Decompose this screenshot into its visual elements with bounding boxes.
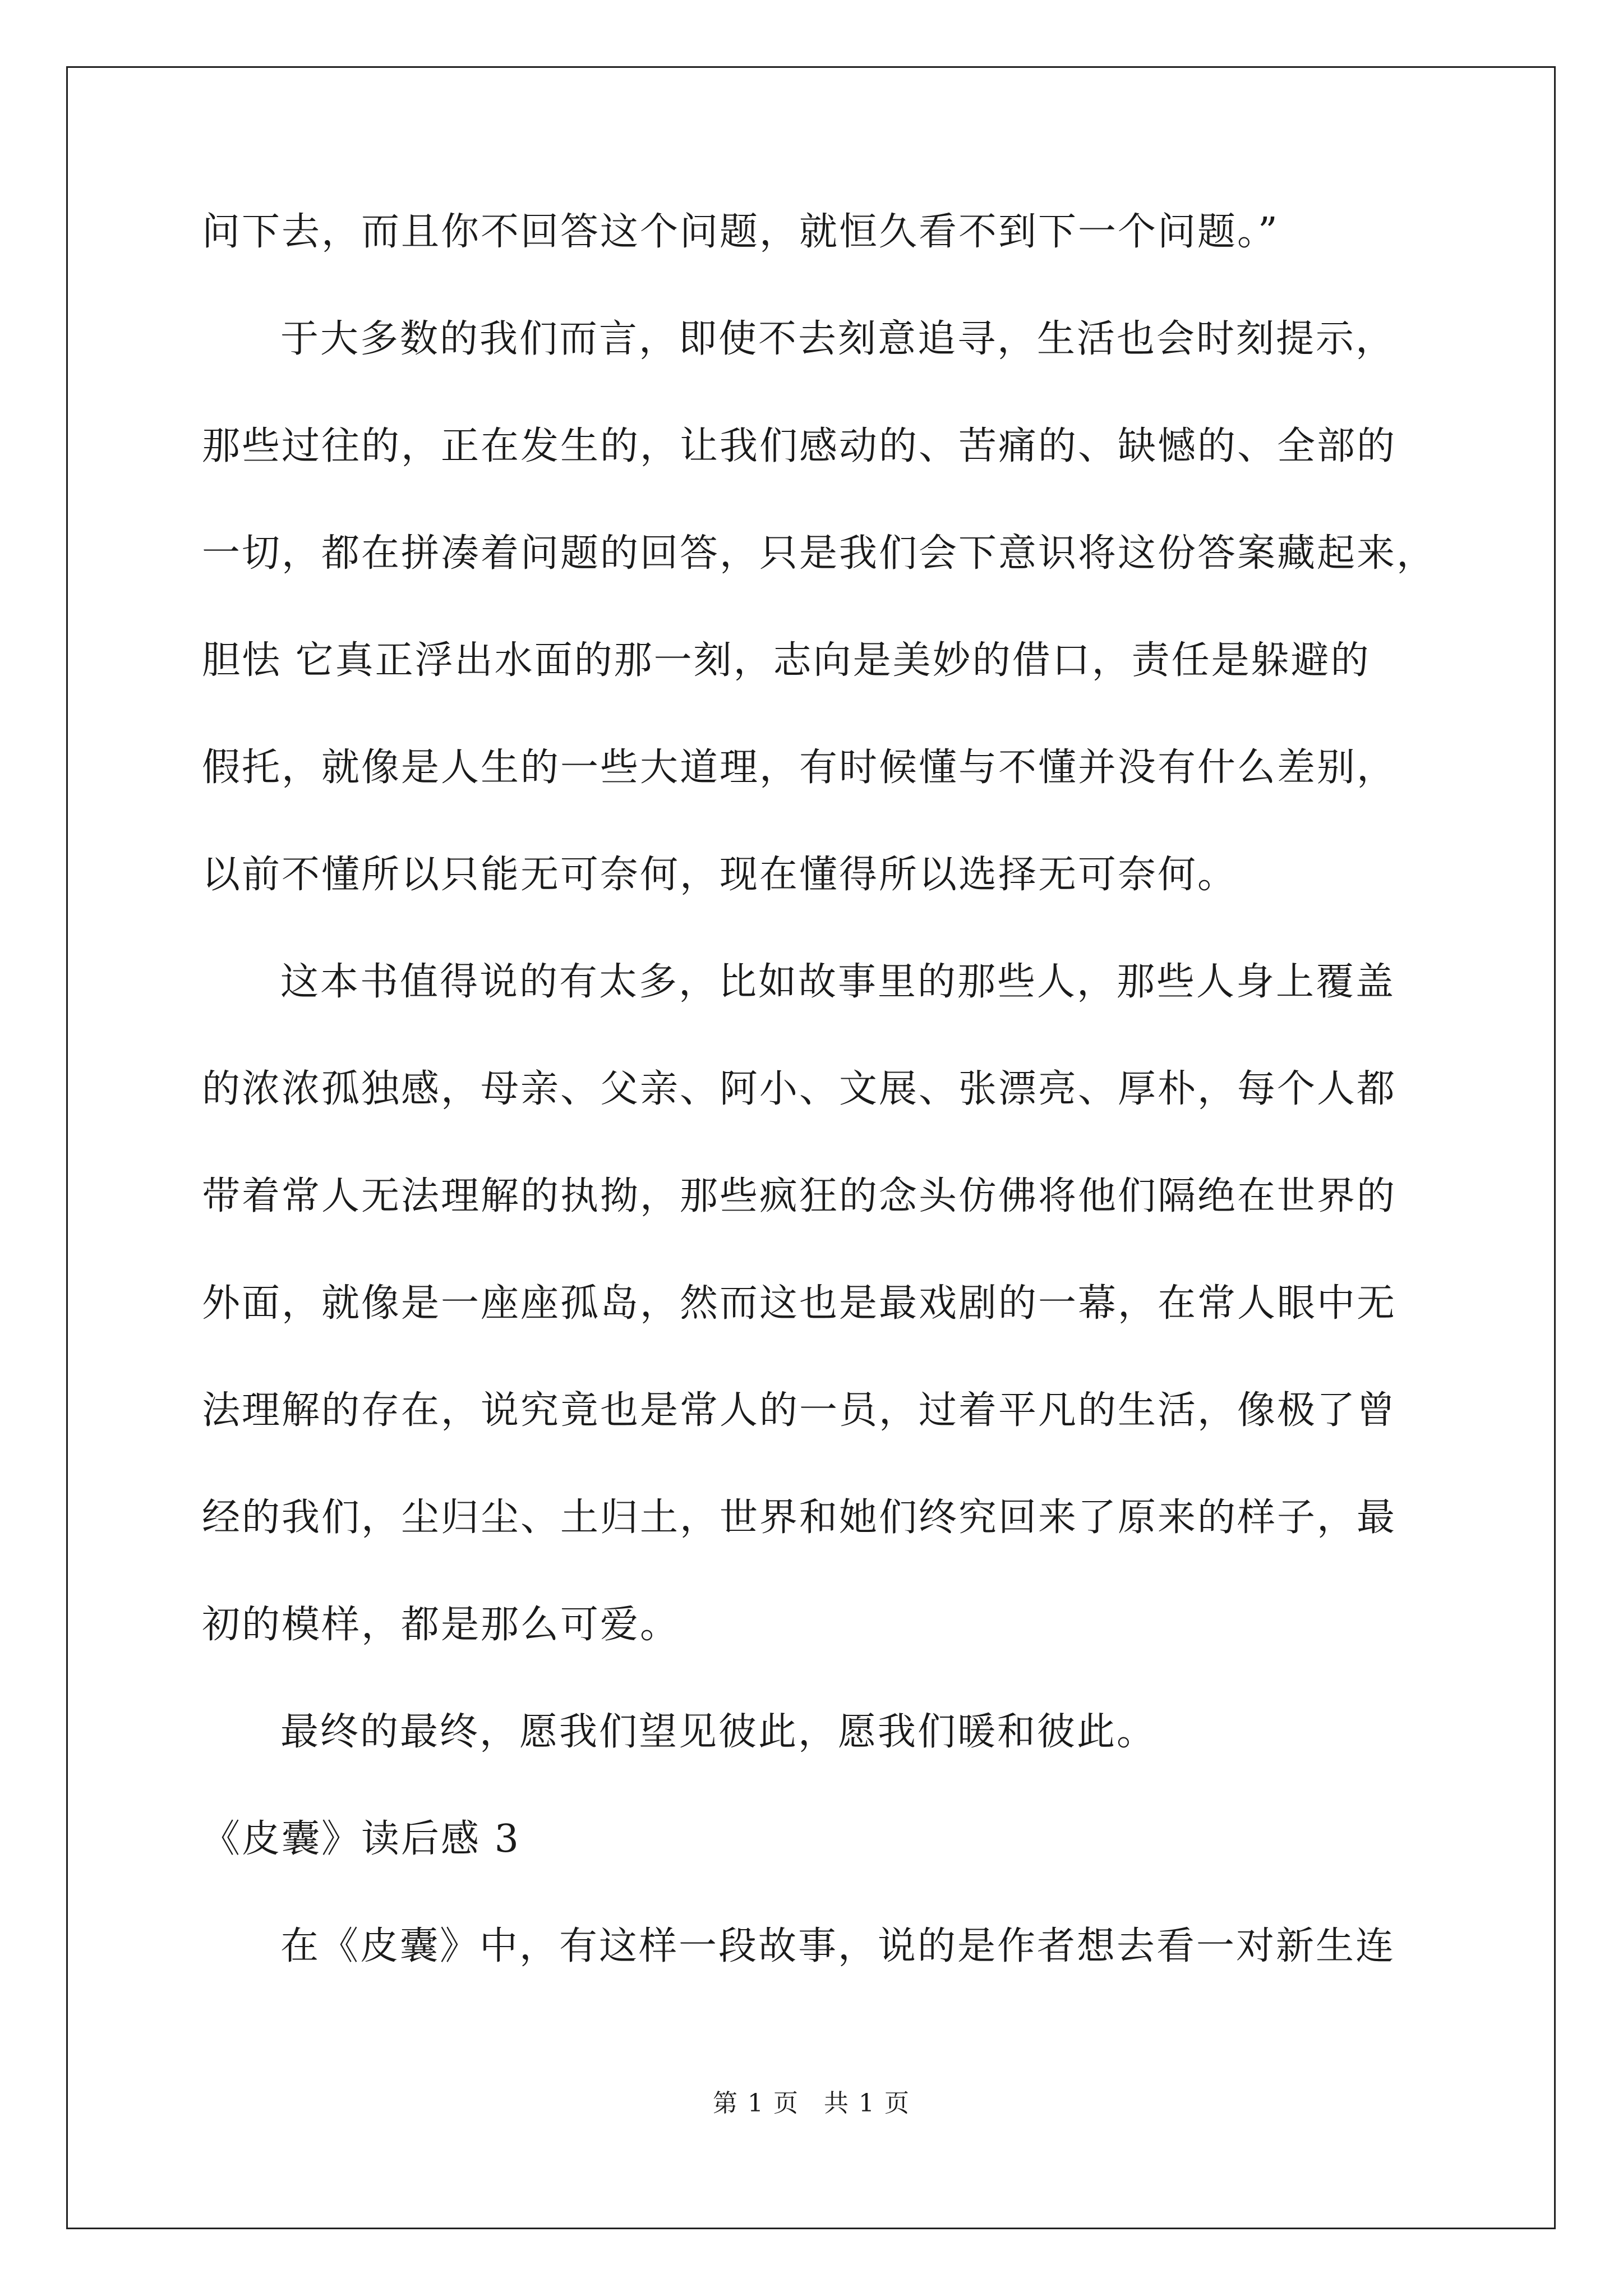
paragraph-line: 外面，就像是一座座孤岛，然而这也是最戏剧的一幕，在常人眼中无 bbox=[202, 1281, 1397, 1326]
paragraph-line: 法理解的存在，说究竟也是常人的一员，过着平凡的生活，像极了曾 bbox=[202, 1388, 1397, 1433]
paragraph-line: 那些过往的，正在发生的，让我们感动的、苦痛的、缺憾的、全部的 bbox=[202, 424, 1397, 468]
paragraph-line: 问下去，而且你不回答这个问题，就恒久看不到下一个问题。” bbox=[202, 210, 1279, 254]
paragraph-line: 胆怯 它真正浮出水面的那一刻，志向是美妙的借口，责任是躲避的 bbox=[202, 638, 1371, 683]
paragraph-line: 以前不懂所以只能无可奈何，现在懂得所以选择无可奈何。 bbox=[202, 853, 1238, 897]
document-body bbox=[202, 210, 1458, 1968]
paragraph-line: 假托，就像是人生的一些大道理，有时候懂与不懂并没有什么差别， bbox=[202, 746, 1397, 790]
paragraph-line: 在《皮囊》中，有这样一段故事，说的是作者想去看一对新生连 bbox=[280, 1924, 1396, 1968]
page-number-total: 共 1 页 bbox=[824, 2089, 910, 2118]
paragraph-line: 于大多数的我们而言，即使不去刻意追寻，生活也会时刻提示， bbox=[280, 317, 1396, 361]
paragraph-line: 一切，都在拼凑着问题的回答，只是我们会下意识将这份答案藏起来， bbox=[202, 531, 1437, 576]
paragraph-line: 带着常人无法理解的执拗，那些疯狂的念头仿佛将他们隔绝在世界的 bbox=[202, 1174, 1397, 1218]
section-heading: 《皮囊》读后感 3 bbox=[202, 1817, 520, 1861]
paragraph-line: 最终的最终，愿我们望见彼此，愿我们暖和彼此。 bbox=[280, 1710, 1157, 1754]
page-number-current: 第 1 页 bbox=[713, 2089, 799, 2118]
paragraph-line: 经的我们，尘归尘、土归土，世界和她们终究回来了原来的样子，最 bbox=[202, 1496, 1397, 1540]
page-footer bbox=[0, 2091, 1623, 2116]
paragraph-line: 的浓浓孤独感，母亲、父亲、阿小、文展、张漂亮、厚朴，每个人都 bbox=[202, 1067, 1397, 1111]
paragraph-line: 这本书值得说的有太多，比如故事里的那些人，那些人身上覆盖 bbox=[280, 960, 1396, 1004]
paragraph-line: 初的模样，都是那么可爱。 bbox=[202, 1603, 680, 1647]
